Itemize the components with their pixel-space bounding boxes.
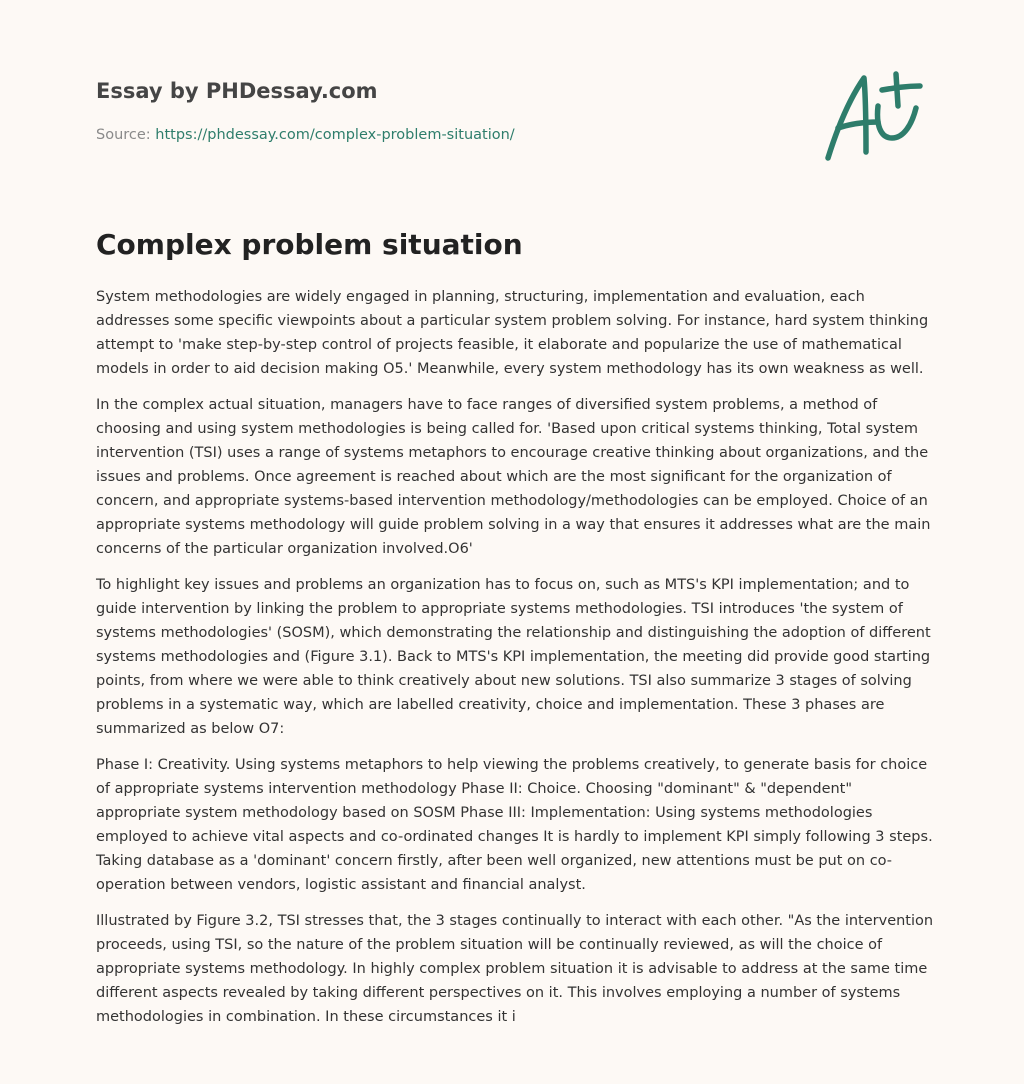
source-label: Source: <box>96 127 156 143</box>
source-link[interactable]: https://phdessay.com/complex-problem-situation/ <box>155 127 515 143</box>
paragraph: To highlight key issues and problems an organization has to focus on, such as MTS's KPI implementation; and to guide intervention by linking the problem to appropriate systems methodologies. TSI introduces 'the system of systems methodologies' (SOSM), which demonstrating the relationship and distinguishing the adoption of different systems methodologies and (Figure 3.1). Back to MTS's KPI implementation, the meeting did provide good starting points, from where we were able to think creatively about new solutions. TSI also summarize 3 stages of solving problems in a systematic way, which are labelled creativity, choice and implementation. These 3 phases are summarized as below O7: <box>96 577 931 737</box>
a-plus-grade-icon <box>820 66 930 166</box>
paragraph: Illustrated by Figure 3.2, TSI stresses that, the 3 stages continually to interact with each other. "As the intervention proceeds, using TSI, so the nature of the problem situation will be continually reviewed, as will the choice of appropriate systems methodology. In highly complex problem situation it is advisable to address at the same time different aspects revealed by taking different perspectives on it. This involves employing a number of systems methodologies in combination. In these circumstances it i <box>96 913 934 1025</box>
article-title: Complex problem situation <box>96 228 523 261</box>
site-brand: Essay by PHDessay.com <box>96 79 378 103</box>
page-header <box>96 78 796 145</box>
paragraph: Phase I: Creativity. Using systems metaphors to help viewing the problems creatively, to generate basis for choice of appropriate systems intervention methodology Phase II: Choice. Choosing "dominant" & "dependent" appropriate system methodology based on SOSM Phase III: Implementation: Using systems methodologies employed to achieve vital aspects and co-ordinated changes It is hardly to implement KPI simply following 3 steps. Taking database as a 'dominant' concern firstly, after been well organized, new attentions must be put on co-operation between vendors, logistic assistant and financial analyst. <box>96 757 933 893</box>
article-body <box>96 285 936 1041</box>
paragraph: In the complex actual situation, managers have to face ranges of diversified system problems, a method of choosing and using system methodologies is being called for. 'Based upon critical systems thinking, Total system intervention (TSI) uses a range of systems metaphors to encourage creative thinking about organizations, and the issues and problems. Once agreement is reached about which are the most significant for the organization of concern, and appropriate systems-based intervention methodology/methodologies can be employed. Choice of an appropriate systems methodology will guide problem solving in a way that ensures it addresses what are the main concerns of the particular organization involved.O6' <box>96 397 931 557</box>
source-line <box>96 125 796 145</box>
paragraph: System methodologies are widely engaged in planning, structuring, implementation and evaluation, each addresses some specific viewpoints about a particular system problem solving. For instance, hard system thinking attempt to 'make step-by-step control of projects feasible, it elaborate and popularize the use of mathematical models in order to aid decision making O5.' Meanwhile, every system methodology has its own weakness as well. <box>96 289 929 377</box>
